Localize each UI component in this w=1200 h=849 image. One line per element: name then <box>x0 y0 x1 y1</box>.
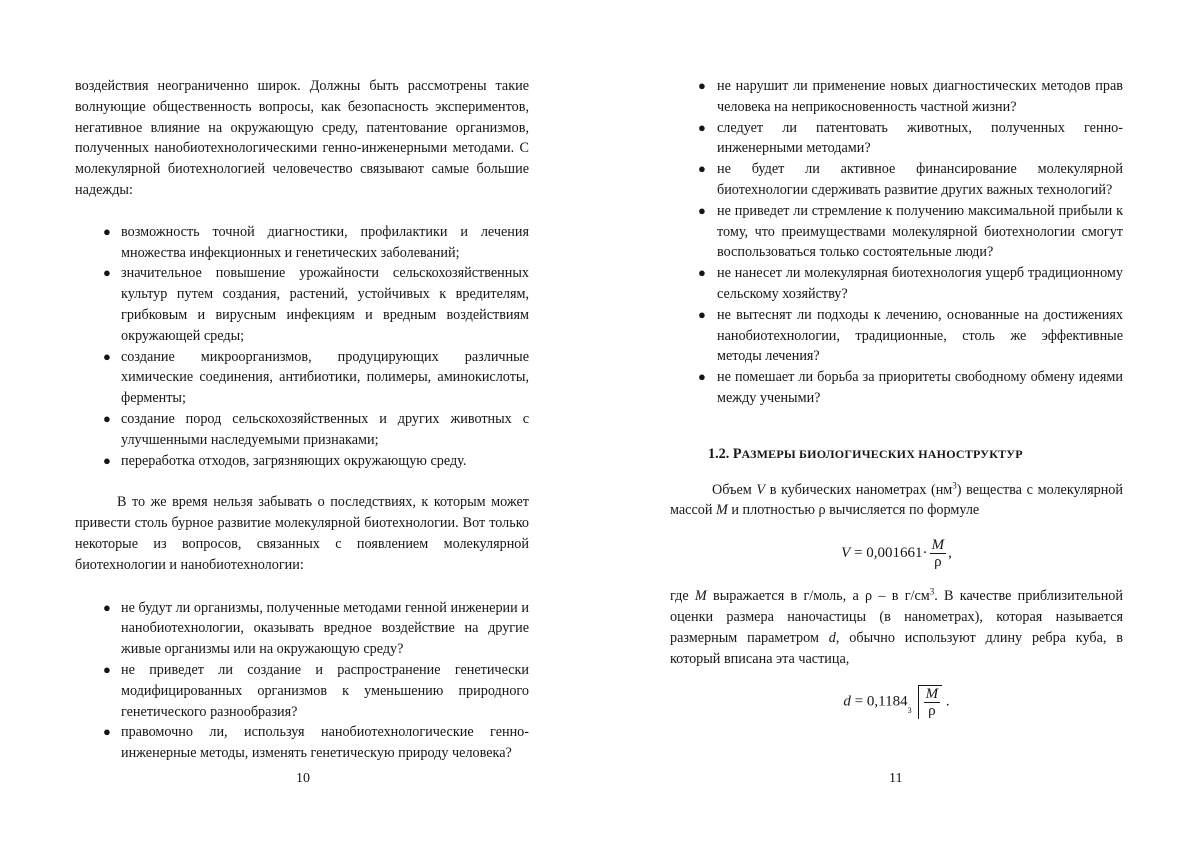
section-heading: 1.2. РАЗМЕРЫ БИОЛОГИЧЕСКИХ НАНОСТРУКТУР <box>708 445 1023 462</box>
bullet-icon: ● <box>698 119 706 135</box>
questions-list-left <box>75 598 529 764</box>
list-item: ● не помешает ли борьба за приоритеты свободному обмену идеями между учеными? <box>698 369 1123 406</box>
bullet-icon: ● <box>103 410 111 426</box>
list-item: ● не будет ли активное финансирование молекулярной биотехнологии сдерживать развитие других важных технологий? <box>698 161 1123 198</box>
list-item: ● значительное повышение урожайности сельскохозяйственных культур путем создания, растений, устойчивых к вредителям, грибковым и вирусным инфекциям и вредным воздействиям окружающей среды; <box>103 265 529 344</box>
bullet-icon: ● <box>698 202 706 218</box>
page-number-left: 10 <box>296 771 310 786</box>
list-item: ● не нарушит ли применение новых диагностических методов прав человека на неприкосновенность частной жизни? <box>698 78 1123 115</box>
bullet-icon: ● <box>698 265 706 281</box>
intro-paragraph: воздействия неограниченно широк. Должны быть рассмотрены такие волнующие общественность вопросы, как безопасность экспериментов, негативное влияние на окружающую среду, патентование организмов, полученных нанобиотехнологическими генно-инженерными методами. С молекулярной биотехнологией человечество связывают самые большие надежды: <box>75 78 529 198</box>
questions-list-right <box>670 76 1123 409</box>
bullet-icon: ● <box>103 223 111 239</box>
volume-formula: V = 0,001661· $\frac{M}{\rho}$ , <box>841 537 952 571</box>
list-item: ● не приведет ли стремление к получению максимальной прибыли к тому, что преимуществами молекулярной биотехнологии смогут воспользоваться только состоятельные люди? <box>698 202 1123 261</box>
bullet-icon: ● <box>103 724 111 740</box>
bullet-icon: ● <box>103 265 111 281</box>
bullet-icon: ● <box>103 661 111 677</box>
bullet-icon: ● <box>698 161 706 177</box>
list-item: ● возможность точной диагностики, профилактики и лечения множества инфекционных и генетических заболеваний; <box>103 223 529 261</box>
bullet-icon: ● <box>698 306 706 322</box>
list-item: ● следует ли патентовать животных, полученных генно-инженерными методами? <box>698 119 1123 157</box>
list-item: ● не вытеснят ли подходы к лечению, основанные на достижениях нанобиотехнологии, традиционные, столь же эффективные методы лечения? <box>698 306 1123 365</box>
list-item: ● не нанесет ли молекулярная биотехнология ущерб традиционному сельскому хозяйству? <box>698 265 1123 302</box>
bullet-icon: ● <box>698 369 706 385</box>
list-item: ● переработка отходов, загрязняющих окружающую среду. <box>75 451 529 472</box>
volume-paragraph: Объем V в кубических нанометрах $(нм^3)$ вещества с молекулярной массой M и плотностью ρ вычисляется по формуле <box>670 479 1123 519</box>
units-paragraph: где M выражается в г/моль, а ρ – в $г/см^3$. В качестве приблизительной оценки размера наночастицы (в нанометрах), которая называется размерным параметром d, обычно используют длину ребра куба, в который вписана эта частица, <box>670 586 1124 667</box>
bullet-icon: ● <box>103 452 111 468</box>
size-formula: d = 0,1184 3 $\frac{M}{\rho}$ . <box>843 686 950 720</box>
hopes-list <box>75 222 529 472</box>
list-item: ● не будут ли организмы, полученные методами генной инженерии и нанобиотехнологии, оказывать вредное воздействие на другие живые организмы или на окружающую среду? <box>103 599 529 658</box>
list-item: ● создание микроорганизмов, продуцирующих различные химические соединения, антибиотики, полимеры, аминокислоты, ферменты; <box>103 348 529 407</box>
list-item: ● не приведет ли создание и распространение генетически модифицированных организмов к уменьшению природного генетического разнообразия? <box>103 661 529 720</box>
list-item: ● правомочно ли, используя нанобиотехнологические генно-инженерные методы, изменять генетическую природу человека? <box>103 724 529 762</box>
left-page <box>75 76 529 764</box>
bullet-icon: ● <box>103 348 111 364</box>
right-page <box>670 76 1123 735</box>
bullet-icon: ● <box>698 78 706 93</box>
page-number-right: 11 <box>889 771 903 786</box>
cube-root: 3 $\frac{M}{\rho}$ <box>908 685 943 719</box>
consequences-paragraph: В то же время нельзя забывать о последствиях, к которым может привести столь бурное развитие молекулярной биотехнологии. Вот только некоторые из вопросов, связанных с появлением молекулярной биотехнологии и нанобиотехнологии: <box>75 494 529 573</box>
bullet-icon: ● <box>103 599 111 615</box>
list-item: ● создание пород сельскохозяйственных и других животных с улучшенными наследуемыми признаками; <box>103 410 529 448</box>
